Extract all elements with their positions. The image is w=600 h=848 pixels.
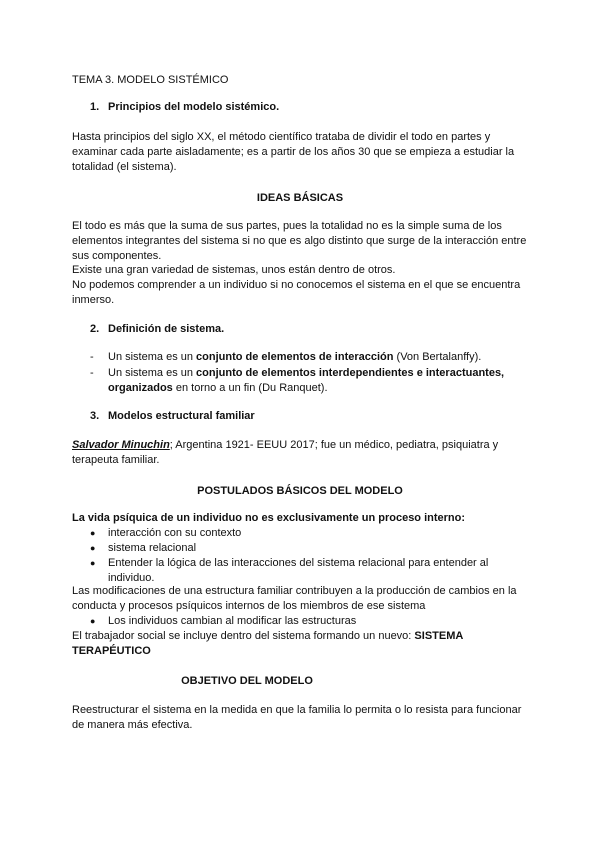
postulados-lead: La vida psíquica de un individuo no es exclusivamente un proceso interno: [72,512,466,524]
definition-item-2: Un sistema es un conjunto de elementos interdependientes e interactuantes, organizados en torno a un fin (Du Ranquet). [108,367,505,394]
paragraph-minuchin: Salvador Minuchin; Argentina 1921- EEUU 2017; fue un médico, pediatra, psiquiatra y terapeuta familiar. [72,439,499,466]
heading-postulados: POSTULADOS BÁSICOS DEL MODELO [197,485,403,497]
bullet-icon: ● [90,616,96,626]
paragraph-ideas-3: No podemos comprender a un individuo si no conocemos el sistema en el que se encuentra inmerso. [72,279,521,306]
paragraph-ideas-2: Existe una gran variedad de sistemas, unos están dentro de otros. [72,264,396,276]
list-item: interacción con su contexto [108,527,242,539]
section-number: 2. [90,323,100,335]
section-heading-principios: Principios del modelo sistémico. [108,101,280,113]
document-title: TEMA 3. MODELO SISTÉMICO [72,74,229,86]
heading-objetivo: OBJETIVO DEL MODELO [181,675,313,687]
heading-ideas-basicas: IDEAS BÁSICAS [256,192,344,204]
bullet-icon: ● [90,543,96,553]
section-heading-modelos: Modelos estructural familiar [108,410,255,422]
paragraph-principios: Hasta principios del siglo XX, el método científico trataba de dividir el todo en partes y examinar cada parte aisladamente; es a partir de los años 30 que se empieza a estudiar la totalidad (el sistema). [72,131,515,173]
list-item: Los individuos cambian al modificar las estructuras [108,615,357,627]
list-item: sistema relacional [108,542,197,554]
author-name: Salvador Minuchin [72,439,170,451]
paragraph-trabajador-social: El trabajador social se incluye dentro del sistema formando un nuevo: SISTEMA TERAPÉUTICO [72,630,463,657]
list-item: Entender la lógica de las interacciones del sistema relacional para entender al individuo. [108,557,489,584]
dash-marker: - [90,367,94,379]
dash-marker: - [90,351,94,363]
bullet-icon: ● [90,528,96,538]
definition-item-1: Un sistema es un conjunto de elementos de interacción (Von Bertalanffy). [108,351,482,363]
paragraph-modificaciones: Las modificaciones de una estructura familiar contribuyen a la producción de cambios en la conducta y procesos psíquicos internos de los miembros de ese sistema [72,585,517,612]
section-number: 3. [90,410,100,422]
section-number: 1. [90,101,100,113]
paragraph-ideas-1: El todo es más que la suma de sus partes, pues la totalidad no es la simple suma de los elementos integrantes del sistema si no que es algo distinto que surge de la interacción entre sus componentes. [72,220,527,262]
bullet-icon: ● [90,558,96,568]
section-heading-definicion: Definición de sistema. [108,323,225,335]
paragraph-objetivo: Reestructurar el sistema en la medida en que la familia lo permita o lo resista para funcionar de manera más efectiva. [72,704,522,731]
